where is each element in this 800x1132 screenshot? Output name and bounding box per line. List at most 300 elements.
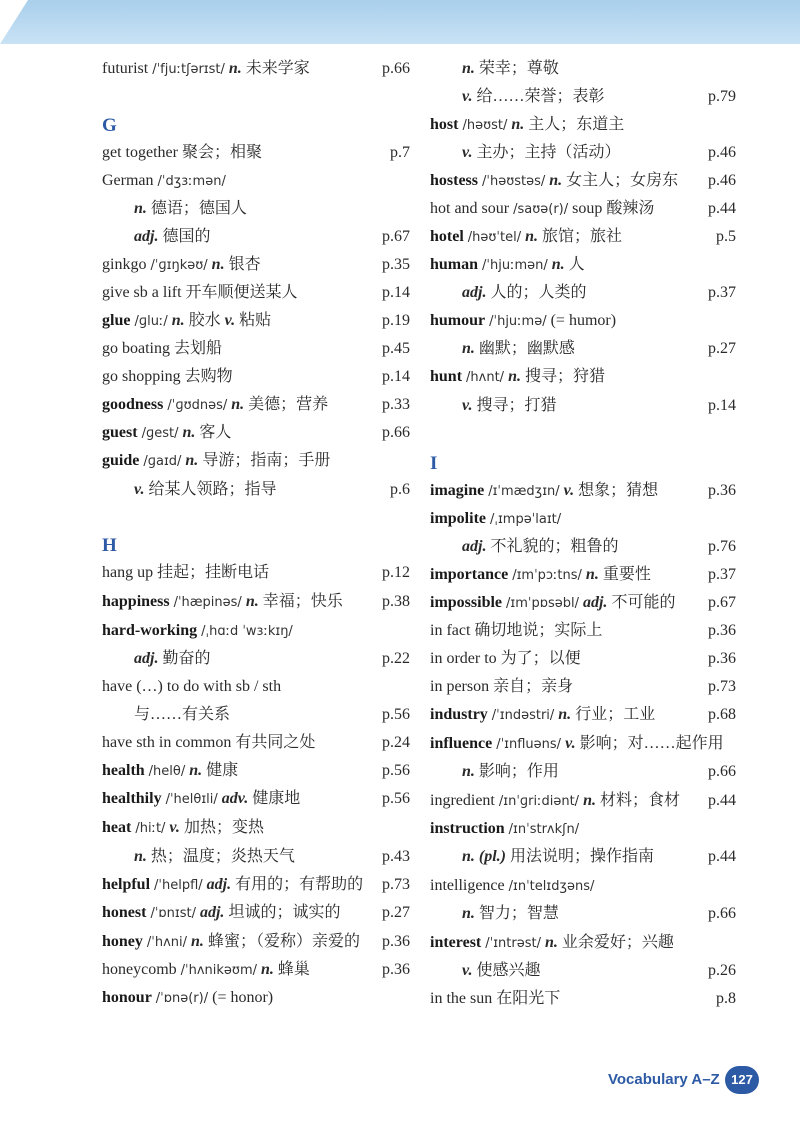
page-reference: p.76 [708, 538, 736, 555]
entry-text [102, 986, 273, 1011]
vocab-entry [430, 225, 736, 249]
page-reference: p.14 [382, 284, 410, 301]
part-of-speech: n. [171, 312, 185, 329]
entry-text [102, 759, 238, 784]
part-of-speech: n. [462, 60, 475, 77]
entry-text [430, 619, 602, 643]
page-reference: p.43 [382, 848, 410, 865]
entry-text [102, 619, 293, 644]
vocab-entry [102, 787, 410, 811]
vocab-entry [102, 958, 410, 982]
phonetic: /həʊst/ [462, 118, 508, 133]
part-of-speech: n. (pl.) [462, 848, 506, 865]
page-reference: p.44 [708, 848, 736, 865]
phonetic: /həʊˈtel/ [467, 230, 522, 245]
definition: 搜寻；打猎 [476, 397, 557, 414]
page-reference: p.36 [708, 650, 736, 667]
vocab-entry [430, 619, 736, 643]
page-number-badge: 127 [725, 1066, 759, 1094]
entry-text [102, 337, 222, 361]
entry-text [462, 85, 605, 109]
definition: 聚会；相聚 [181, 144, 262, 161]
vocab-entry [102, 731, 410, 755]
definition-2: 粘贴 [239, 312, 272, 329]
headword: in the sun [430, 990, 493, 1007]
definition: 不礼貌的；粗鲁的 [490, 538, 619, 555]
headword: happiness [102, 593, 170, 610]
vocab-entry [430, 845, 736, 869]
definition: 主办；主持（活动） [476, 144, 621, 161]
part-of-speech: n. [511, 116, 525, 133]
definition: 幸福；快乐 [262, 593, 343, 610]
headword: heat [102, 819, 132, 836]
part-of-speech: n. [228, 60, 242, 77]
entry-text [462, 845, 654, 869]
part-of-speech: v. [462, 397, 473, 414]
vocab-entry [102, 930, 410, 954]
entry-text [134, 478, 277, 502]
part-of-speech: n. [544, 934, 558, 951]
headword: goodness [102, 396, 164, 413]
definition: 人的；人类的 [490, 284, 587, 301]
entry-text [102, 787, 300, 812]
phonetic: /ˈhelpfl/ [154, 878, 203, 893]
entry-text [430, 931, 674, 956]
headword: importance [430, 566, 509, 583]
entry-text [430, 591, 675, 616]
page-reference: p.14 [382, 368, 410, 385]
part-of-speech: adj. [462, 284, 487, 301]
phonetic: /ˈɪndəstri/ [491, 708, 555, 723]
entry-text [102, 675, 281, 699]
page-reference: p.56 [382, 762, 410, 779]
page-reference: p.67 [708, 594, 736, 611]
definition: 为了；以便 [500, 650, 581, 667]
page-reference: p.14 [708, 397, 736, 414]
phonetic: /ˌɪmpəˈlaɪt/ [490, 512, 562, 527]
definition: 主人；东道主 [528, 116, 625, 133]
entry-text [462, 902, 559, 926]
vocab-entry [430, 760, 736, 784]
phonetic: /ɡaɪd/ [143, 454, 182, 469]
vocab-entry [102, 986, 410, 1010]
headword: hang up [102, 564, 154, 581]
entry-text [102, 561, 269, 585]
vocab-entry [430, 113, 736, 137]
page-reference: p.66 [382, 60, 410, 77]
page-reference: p.79 [708, 88, 736, 105]
page-reference: p.5 [716, 228, 736, 245]
vocab-entry [102, 816, 410, 840]
vocab-entry [430, 647, 736, 671]
vocab-entry [430, 141, 736, 165]
definition: 重要性 [602, 566, 651, 583]
definition: 业余爱好；兴趣 [561, 934, 674, 951]
section-letter: H [102, 535, 117, 556]
page-reference: p.56 [382, 706, 410, 723]
vocab-entry [430, 959, 736, 983]
page-reference: p.27 [382, 904, 410, 921]
part-of-speech: n. [585, 566, 599, 583]
definition: 不可能的 [611, 594, 676, 611]
page-reference: p.6 [390, 481, 410, 498]
phonetic: /ˈɪnfluəns/ [496, 737, 562, 752]
phonetic: /ˈhʌnikəʊm/ [180, 963, 257, 978]
vocab-entry [102, 197, 410, 221]
part-of-speech: n. [245, 593, 259, 610]
part-of-speech: n. [134, 848, 147, 865]
headword: go boating [102, 340, 170, 357]
headword: humour [430, 312, 486, 329]
vocab-entry [430, 507, 736, 531]
headword: industry [430, 706, 488, 723]
entry-text [134, 225, 210, 249]
part-of-speech: n. [189, 762, 203, 779]
page-reference: p.66 [382, 424, 410, 441]
headword: in person [430, 678, 490, 695]
part-of-speech: n. [462, 763, 475, 780]
part-of-speech: v. [169, 819, 180, 836]
phonetic: /saʊə(r)/ [513, 202, 569, 217]
headword: instruction [430, 820, 505, 837]
part-of-speech: adj. [199, 904, 225, 921]
headword: ginkgo [102, 256, 147, 273]
headword: hunt [430, 368, 463, 385]
definition: 影响；作用 [478, 763, 559, 780]
entry-text [462, 760, 559, 784]
page-reference: p.36 [708, 622, 736, 639]
page-reference: p.45 [382, 340, 410, 357]
part-of-speech: n. [211, 256, 225, 273]
entry-text [430, 479, 658, 504]
part-of-speech: adj. [134, 228, 159, 245]
vocab-entry [430, 591, 736, 615]
vocab-entry [102, 169, 410, 193]
page-reference: p.12 [382, 564, 410, 581]
definition: (= honor) [212, 989, 274, 1006]
vocab-entry [102, 225, 410, 249]
part-of-speech: v. [462, 88, 473, 105]
entry-text [430, 647, 581, 671]
vocab-entry [430, 394, 736, 418]
part-of-speech: adj. [462, 538, 487, 555]
vocab-entry [102, 309, 410, 333]
entry-text [462, 394, 557, 418]
definition: 材料；食材 [599, 792, 680, 809]
headword: healthily [102, 790, 162, 807]
entry-text [430, 874, 594, 899]
definition: 蜂蜜；（爱称）亲爱的 [207, 933, 360, 950]
definition: 人 [568, 256, 585, 273]
phonetic: /ˈɒnɪst/ [150, 906, 196, 921]
definition: 客人 [199, 424, 232, 441]
headword: hotel [430, 228, 464, 245]
definition: 去划船 [174, 340, 223, 357]
entry-text [462, 959, 541, 983]
entry-text [102, 169, 226, 194]
part-of-speech: v. [565, 735, 576, 752]
vocab-entry [430, 253, 736, 277]
vocab-entry [430, 987, 736, 1011]
vocab-entry [102, 421, 410, 445]
phonetic: /ˈɡɪŋkəʊ/ [150, 258, 208, 273]
definition: (= humor) [550, 312, 617, 329]
entry-text [102, 253, 261, 278]
entry-text [134, 845, 295, 869]
page-reference: p.7 [390, 144, 410, 161]
footer-section-label: Vocabulary A–Z [608, 1071, 720, 1088]
definition: 给某人领路；指导 [148, 481, 277, 498]
page-reference: p.37 [708, 284, 736, 301]
headword: honey [102, 933, 143, 950]
definition: 健康 [206, 762, 239, 779]
entry-text [430, 817, 579, 842]
headword: ingredient [430, 792, 495, 809]
entry-text [430, 789, 680, 814]
entry-text [462, 141, 621, 165]
definition: 去购物 [184, 368, 233, 385]
phonetic: /ɪmˈpɔːtns/ [512, 568, 582, 583]
phonetic: /hiːt/ [135, 821, 166, 836]
entry-text [430, 113, 624, 138]
entry-text [430, 732, 724, 757]
headword: get together [102, 144, 178, 161]
definition: 女主人；女房东 [566, 172, 679, 189]
headword: impossible [430, 594, 503, 611]
vocab-entry [102, 478, 410, 502]
headword: health [102, 762, 145, 779]
phonetic: /ɪnˈstrʌkʃn/ [508, 822, 580, 837]
phonetic: /ˌhɑːd ˈwɜːkɪŋ/ [201, 624, 293, 639]
entry-text [102, 449, 330, 474]
headword: host [430, 116, 459, 133]
headword: have sth in common [102, 734, 232, 751]
headword: hot and sour [430, 200, 510, 217]
part-of-speech: n. [462, 340, 475, 357]
part-of-speech: n. [134, 200, 147, 217]
headword: guest [102, 424, 138, 441]
top-header-band [0, 0, 800, 44]
phonetic: /ɡluː/ [134, 314, 168, 329]
phonetic: /ˈhelθɪli/ [165, 792, 218, 807]
part-of-speech: v. [462, 144, 473, 161]
entry-text [430, 987, 560, 1011]
phonetic: /ˈhæpinəs/ [173, 595, 242, 610]
entry-text [430, 225, 622, 250]
phonetic: /ˈɒnə(r)/ [155, 991, 209, 1006]
definition: 荣幸；尊敬 [478, 60, 559, 77]
vocab-entry [430, 169, 736, 193]
part-of-speech: v. [563, 482, 575, 499]
definition: 导游；指南；手册 [202, 452, 331, 469]
headword: in fact [430, 622, 471, 639]
definition: 德国的 [162, 228, 211, 245]
page-reference: p.68 [708, 706, 736, 723]
part-of-speech-2: v. [224, 312, 236, 329]
page-reference: p.66 [708, 763, 736, 780]
vocab-entry [102, 675, 410, 699]
vocab-entry [102, 141, 410, 165]
definition: 蜂巢 [277, 961, 310, 978]
definition: 加热；变热 [183, 819, 264, 836]
entry-text [430, 703, 655, 728]
page-reference: p.33 [382, 396, 410, 413]
vocab-entry [102, 253, 410, 277]
page-reference: p.36 [382, 933, 410, 950]
entry-text [102, 930, 360, 955]
part-of-speech: n. [231, 396, 245, 413]
vocab-entry [102, 561, 410, 585]
part-of-speech: n. [549, 172, 563, 189]
vocab-entry [430, 703, 736, 727]
entry-text [430, 253, 585, 278]
vocab-entry [430, 57, 736, 81]
definition: 搜寻；狩猎 [524, 368, 605, 385]
page-reference: p.67 [382, 228, 410, 245]
section-letter: I [430, 453, 438, 474]
section-letter: G [102, 115, 117, 136]
definition: 健康地 [252, 790, 301, 807]
vocab-entry [430, 197, 736, 221]
entry-text [102, 816, 264, 841]
phonetic: /helθ/ [148, 764, 186, 779]
definition: 亲自；亲身 [493, 678, 574, 695]
part-of-speech: n. [261, 961, 274, 978]
phonetic: /ˈhəʊstəs/ [482, 174, 546, 189]
phonetic: /ɪnˈtelɪdʒəns/ [508, 879, 595, 894]
part-of-speech: v. [134, 481, 145, 498]
vocab-entry [430, 281, 736, 305]
phonetic: /ˈhjuːmən/ [482, 258, 548, 273]
definition: 给……荣誉；表彰 [476, 88, 605, 105]
vocab-entry [102, 703, 410, 727]
part-of-speech: adv. [221, 790, 249, 807]
vocab-entry [102, 873, 410, 897]
headword: glue [102, 312, 131, 329]
headword: hostess [430, 172, 479, 189]
vocab-entry [102, 647, 410, 671]
definition: 开车顺便送某人 [185, 284, 298, 301]
definition: 未来学家 [245, 60, 310, 77]
definition: 幽默；幽默感 [478, 340, 575, 357]
headword: hard-working [102, 622, 198, 639]
phonetic: /ɪnˈɡriːdiənt/ [498, 794, 580, 809]
entry-text [462, 281, 586, 305]
part-of-speech: n. [551, 256, 565, 273]
part-of-speech: n. [191, 933, 204, 950]
definition: 德语；德国人 [150, 200, 247, 217]
entry-text [102, 365, 233, 389]
entry-text [134, 197, 247, 221]
page-reference: p.46 [708, 144, 736, 161]
page-reference: p.73 [708, 678, 736, 695]
vocab-entry [430, 309, 736, 333]
vocab-entry [102, 590, 410, 614]
vocab-entry [430, 874, 736, 898]
headword: go shopping [102, 368, 181, 385]
vocab-entry [430, 479, 736, 503]
definition: 确切地说；实际上 [474, 622, 603, 639]
definition: 旅馆；旅社 [542, 228, 623, 245]
headword: give sb a lift [102, 284, 182, 301]
phonetic: /ˈɪntrəst/ [485, 936, 541, 951]
phonetic: /ɪˈmædʒɪn/ [488, 484, 560, 499]
phonetic: /ɡest/ [141, 426, 179, 441]
entry-text [462, 337, 575, 361]
entry-text [430, 563, 651, 588]
part-of-speech: n. [182, 424, 196, 441]
entry-text [430, 197, 654, 222]
page-reference: p.44 [708, 200, 736, 217]
definition: 使感兴趣 [476, 962, 541, 979]
entry-text [102, 731, 315, 755]
vocab-entry [430, 535, 736, 559]
page-reference: p.27 [708, 340, 736, 357]
part-of-speech: n. [185, 452, 199, 469]
headword: intelligence [430, 877, 505, 894]
headword: futurist [102, 60, 149, 77]
vocab-entry [430, 789, 736, 813]
page-reference: p.66 [708, 905, 736, 922]
part-of-speech: n. [462, 905, 475, 922]
entry-text [102, 901, 340, 926]
phonetic: /hʌnt/ [466, 370, 505, 385]
definition: 银杏 [228, 256, 261, 273]
entry-text [102, 57, 310, 82]
entry-text [102, 393, 328, 418]
headword: impolite [430, 510, 486, 527]
definition: 与……有关系 [134, 706, 231, 723]
entry-text [102, 958, 310, 983]
definition: 坦诚的；诚实的 [228, 904, 341, 921]
entry-text [134, 703, 230, 727]
vocab-entry [102, 337, 410, 361]
phonetic: /ˈhjuːmə/ [489, 314, 547, 329]
headword: in order to [430, 650, 497, 667]
headword: guide [102, 452, 140, 469]
definition: 想象；猜想 [578, 482, 659, 499]
page-reference: p.24 [382, 734, 410, 751]
headword: influence [430, 735, 493, 752]
definition: 热；温度；炎热天气 [150, 848, 295, 865]
headword: imagine [430, 482, 485, 499]
page-reference: p.38 [382, 593, 410, 610]
definition: 有共同之处 [235, 734, 316, 751]
entry-text [102, 421, 231, 446]
page-reference: p.35 [382, 256, 410, 273]
definition: 影响；对……起作用 [579, 735, 724, 752]
entry-text [462, 535, 618, 559]
part-of-speech: v. [462, 962, 473, 979]
entry-text [102, 141, 262, 165]
page-reference: p.44 [708, 792, 736, 809]
page-reference: p.56 [382, 790, 410, 807]
definition: 挂起；挂断电话 [157, 564, 270, 581]
definition: 用法说明；操作指南 [510, 848, 655, 865]
vocab-entry [102, 393, 410, 417]
page-reference: p.19 [382, 312, 410, 329]
vocab-entry [430, 337, 736, 361]
entry-text [102, 281, 298, 305]
headword: have (…) to do with sb / sth [102, 678, 282, 695]
part-of-speech: n. [525, 228, 538, 245]
page-reference: p.22 [382, 650, 410, 667]
part-of-speech: n. [558, 706, 572, 723]
vocab-entry [430, 85, 736, 109]
definition: 美德；营养 [248, 396, 329, 413]
entry-text [430, 309, 616, 334]
headword: German [102, 172, 154, 189]
